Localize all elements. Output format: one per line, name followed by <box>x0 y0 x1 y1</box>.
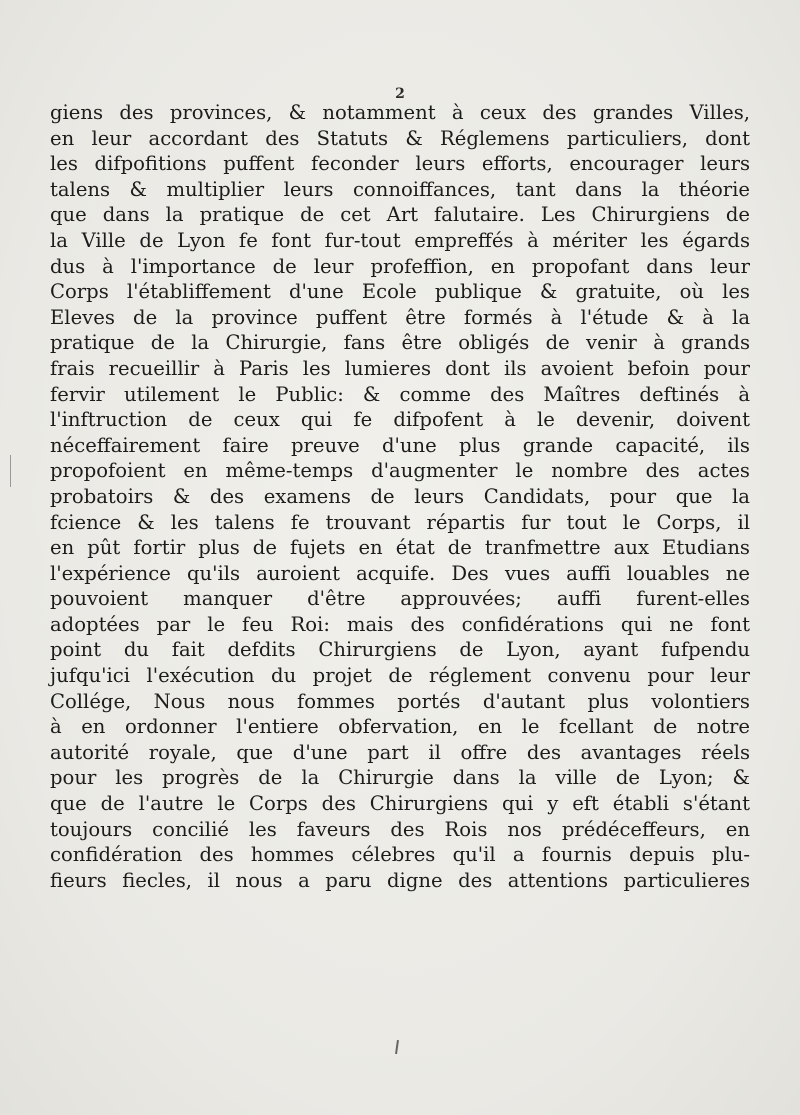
text-line: fcience & les talens fe trouvant répartis fur tout le Corps, il <box>50 510 750 534</box>
text-line: point du fait defdits Chirurgiens de Lyon, ayant fufpendu <box>50 638 750 662</box>
text-line: pratique de la Chirurgie, fans être obligés de venir à grands <box>50 331 750 355</box>
text-line: pouvoient manquer d'être approuvées; auffi furent-elles <box>50 587 750 611</box>
text-line: giens des provinces, & notamment à ceux des grandes Villes, <box>50 101 750 124</box>
text-line: que dans la pratique de cet Art falutaire. Les Chirurgiens de <box>50 203 750 227</box>
text-line: Corps l'établiffement d'une Ecole publique & gratuite, où les <box>50 280 750 304</box>
text-line: toujours concilié les faveurs des Rois nos prédéceffeurs, en <box>50 817 750 841</box>
body-text <box>50 100 750 893</box>
ink-mark <box>395 1040 399 1054</box>
text-line: adoptées par le feu Roi: mais des confidérations qui ne font <box>50 612 750 636</box>
text-line: l'expérience qu'ils auroient acquife. Des vues auffi louables ne <box>50 561 750 585</box>
text-line: néceffairement faire preuve d'une plus grande capacité, ils <box>50 433 750 457</box>
text-line: fervir utilement le Public: & comme des Maîtres deftinés à <box>50 382 750 406</box>
text-line: les difpofitions puffent feconder leurs efforts, encourager leurs <box>50 152 750 176</box>
text-line: en leur accordant des Statuts & Réglemens particuliers, dont <box>50 126 750 150</box>
text-line: Collége, Nous nous fommes portés d'autant plus volontiers <box>50 689 750 713</box>
text-line: que de l'autre le Corps des Chirurgiens qui y eft établi s'étant <box>50 792 750 816</box>
text-line: fieurs fiecles, il nous a paru digne des attentions particulieres <box>50 868 750 892</box>
text-line: autorité royale, que d'une part il offre des avantages réels <box>50 740 750 764</box>
text-line: confidération des hommes célebres qu'il a fournis depuis plu- <box>50 843 750 867</box>
text-line: frais recueillir à Paris les lumieres dont ils avoient befoin pour <box>50 356 750 380</box>
text-line: probatoirs & des examens de leurs Candidats, pour que la <box>50 484 750 508</box>
page-number: 2 <box>395 86 405 102</box>
margin-mark <box>10 455 11 487</box>
text-line: Eleves de la province puffent être formés à l'étude & à la <box>50 305 750 329</box>
text-line: dus à l'importance de leur profeffion, en propofant dans leur <box>50 254 750 278</box>
text-line: l'inftruction de ceux qui fe difpofent à le devenir, doivent <box>50 408 750 432</box>
text-line: propofoient en même-temps d'augmenter le nombre des actes <box>50 459 750 483</box>
text-line: en pût fortir plus de fujets en état de tranfmettre aux Etudians <box>50 536 750 560</box>
text-line: la Ville de Lyon fe font fur-tout empreffés à mériter les égards <box>50 228 750 252</box>
text-line: jufqu'ici l'exécution du projet de réglement convenu pour leur <box>50 664 750 688</box>
text-line: pour les progrès de la Chirurgie dans la ville de Lyon; & <box>50 766 750 790</box>
text-line: talens & multiplier leurs connoiffances, tant dans la théorie <box>50 177 750 201</box>
text-line: à en ordonner l'entiere obfervation, en le fcellant de notre <box>50 715 750 739</box>
